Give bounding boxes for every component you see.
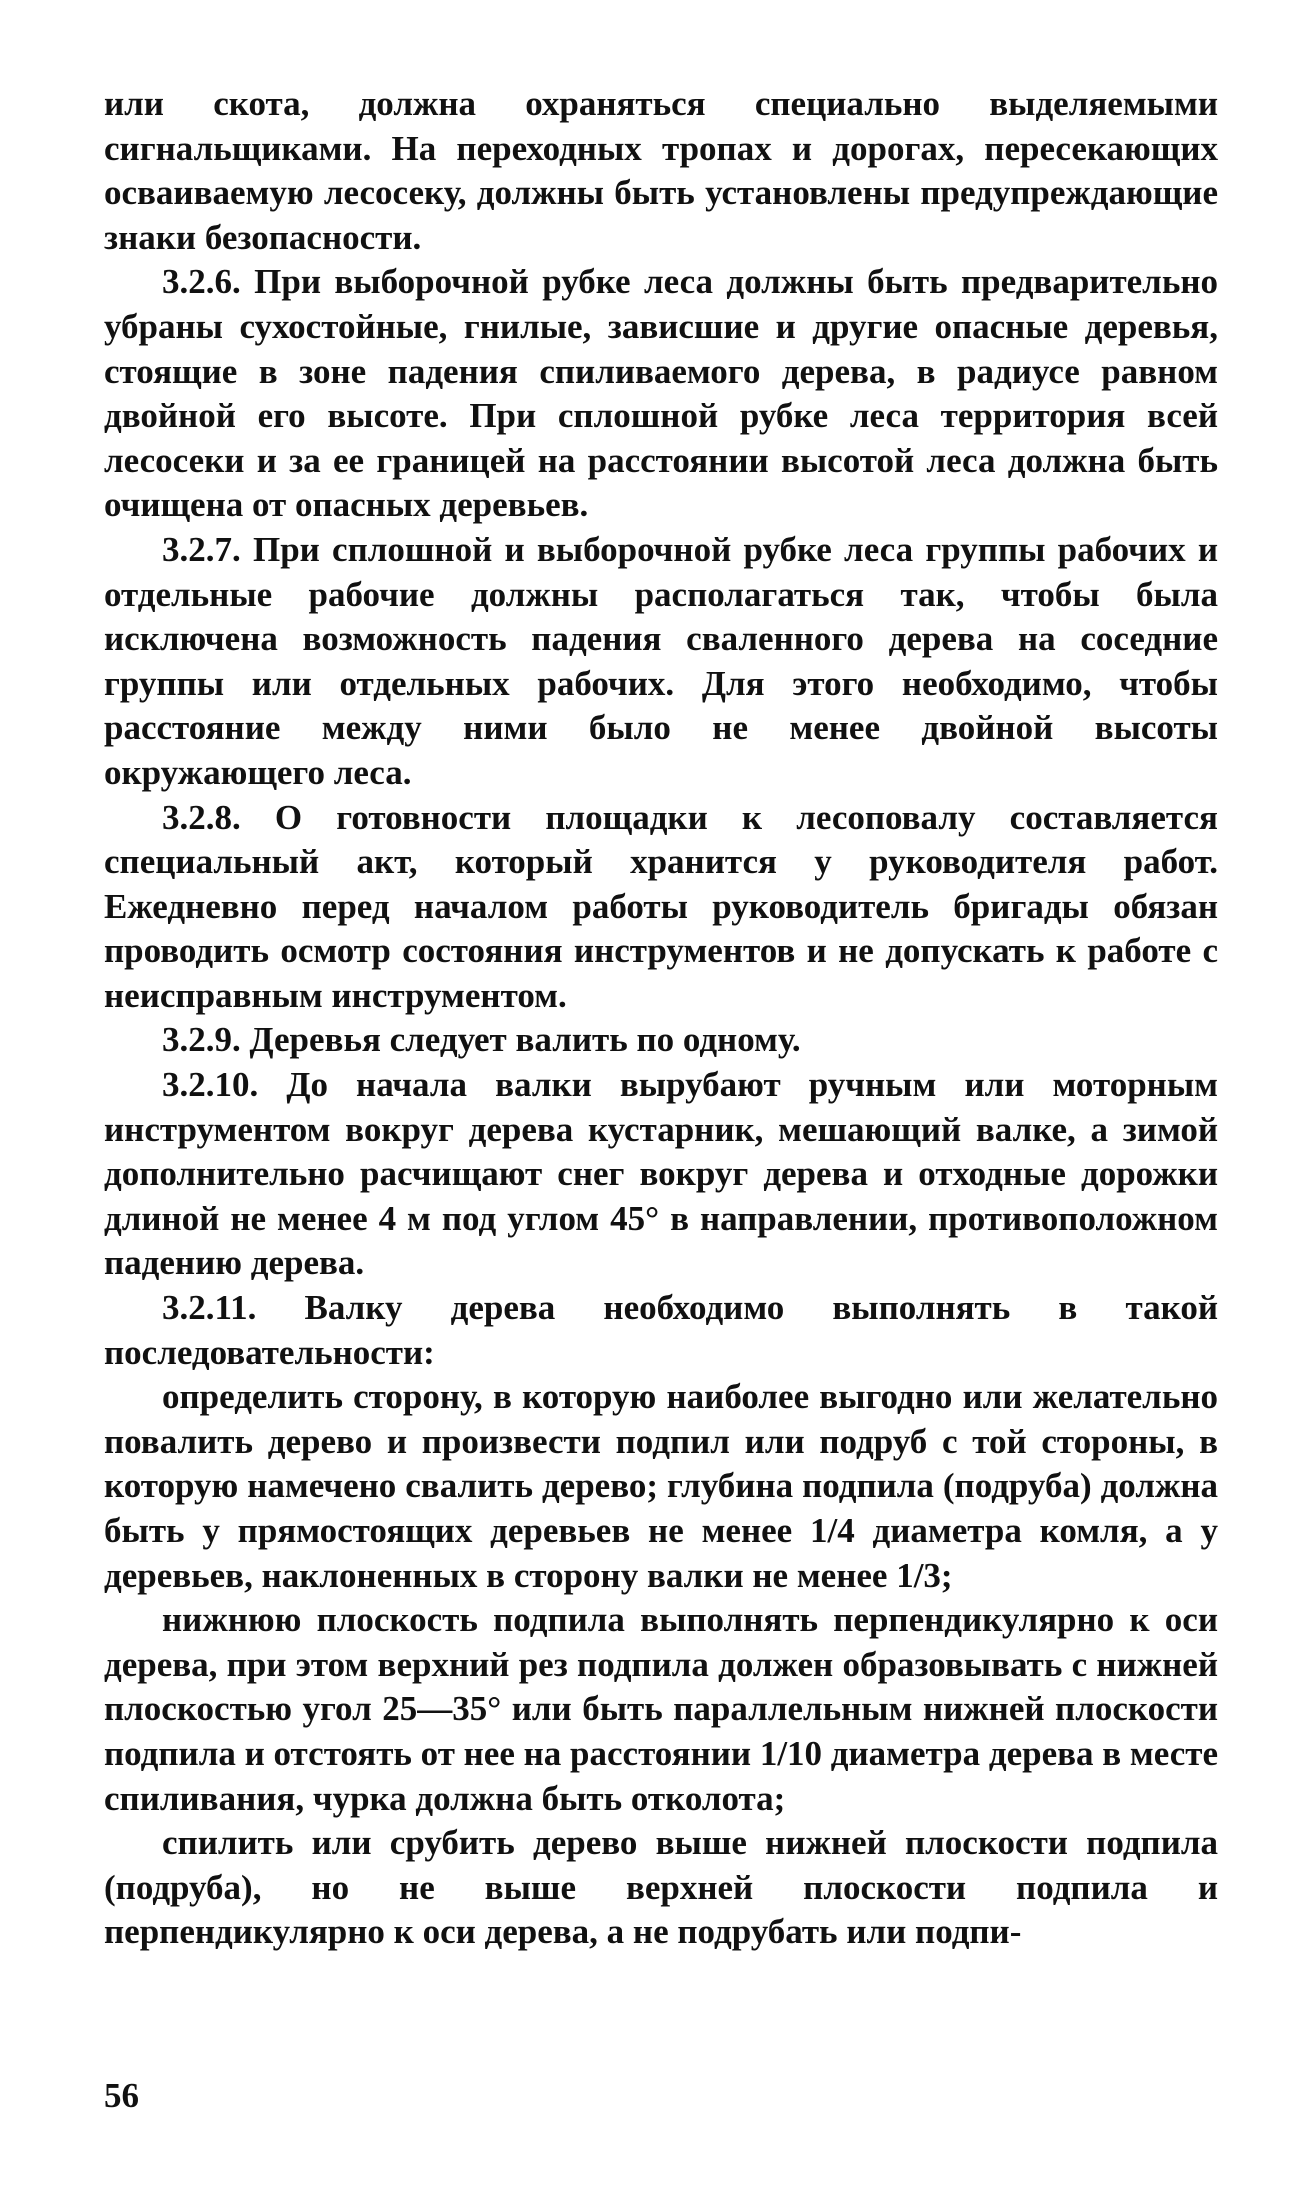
paragraph-3-2-7: 3.2.7. При сплошной и выборочной рубке леса группы рабочих и отдельные рабочие должны располагаться так, чтобы была исключена возможность падения сваленного дерева на соседние группы или отдельных рабочих. Для этого необходимо, чтобы расстояние между ними было не менее двойной высоты окружающего леса. xyxy=(104,529,1218,792)
page-text xyxy=(104,82,1218,1955)
list-item-lower-plane: нижнюю плоскость подпила выполнять перпендикулярно к оси дерева, при этом верхний рез подпила должен образовывать с нижней плоскостью угол 25—35° или быть параллельным нижней плоскости подпила и отстоять от нее на расстоянии 1/10 диаметра дерева в месте спиливания, чурка должна быть отколота; xyxy=(104,1600,1218,1818)
paragraph-continued: или скота, должна охраняться специально выделяемыми сигнальщиками. На переходных тропах и дорогах, пересекающих осваиваемую лесосеку, должны быть установлены предупреждающие знаки безопасности. xyxy=(104,84,1218,257)
list-item-determine-side: определить сторону, в которую наиболее выгодно или желательно повалить дерево и произвести подпил или подруб с той стороны, в которую намечено свалить дерево; глубина подпила (подруба) должна быть у прямостоящих деревьев не менее 1/4 диаметра комля, а у деревьев, наклоненных в сторону валки не менее 1/3; xyxy=(104,1377,1218,1595)
page-number: 56 xyxy=(104,2076,139,2115)
paragraph-3-2-10: 3.2.10. До начала валки вырубают ручным или моторным инструментом вокруг дерева кустарник, мешающий валке, а зимой дополнительно расчищают снег вокруг дерева и отходные дорожки длиной не менее 4 м под углом 45° в направлении, противоположном падению дерева. xyxy=(104,1065,1218,1283)
paragraph-3-2-9: 3.2.9. Деревья следует валить по одному. xyxy=(162,1020,801,1060)
list-item-saw-tree: спилить или срубить дерево выше нижней плоскости подпила (подруба), но не выше верхней плоскости подпила и перпендикулярно к оси дерева, а не подрубать или подпи- xyxy=(104,1823,1218,1952)
paragraph-3-2-6: 3.2.6. При выборочной рубке леса должны быть предварительно убраны сухостойные, гнилые, зависшие и другие опасные деревья, стоящие в зоне падения спиливаемого дерева, в радиусе равном двойной его высоте. При сплошной рубке леса территория всей лесосеки и за ее границей на расстоянии высотой леса должна быть очищена от опасных деревьев. xyxy=(104,262,1218,525)
paragraph-3-2-11: 3.2.11. Валку дерева необходимо выполнять в такой последовательности: xyxy=(104,1288,1218,1372)
paragraph-3-2-8: 3.2.8. О готовности площадки к лесоповалу составляется специальный акт, который хранится у руководителя работ. Ежедневно перед началом работы руководитель бригады обязан проводить осмотр состояния инструментов и не допускать к работе с неисправным инструментом. xyxy=(104,797,1218,1015)
